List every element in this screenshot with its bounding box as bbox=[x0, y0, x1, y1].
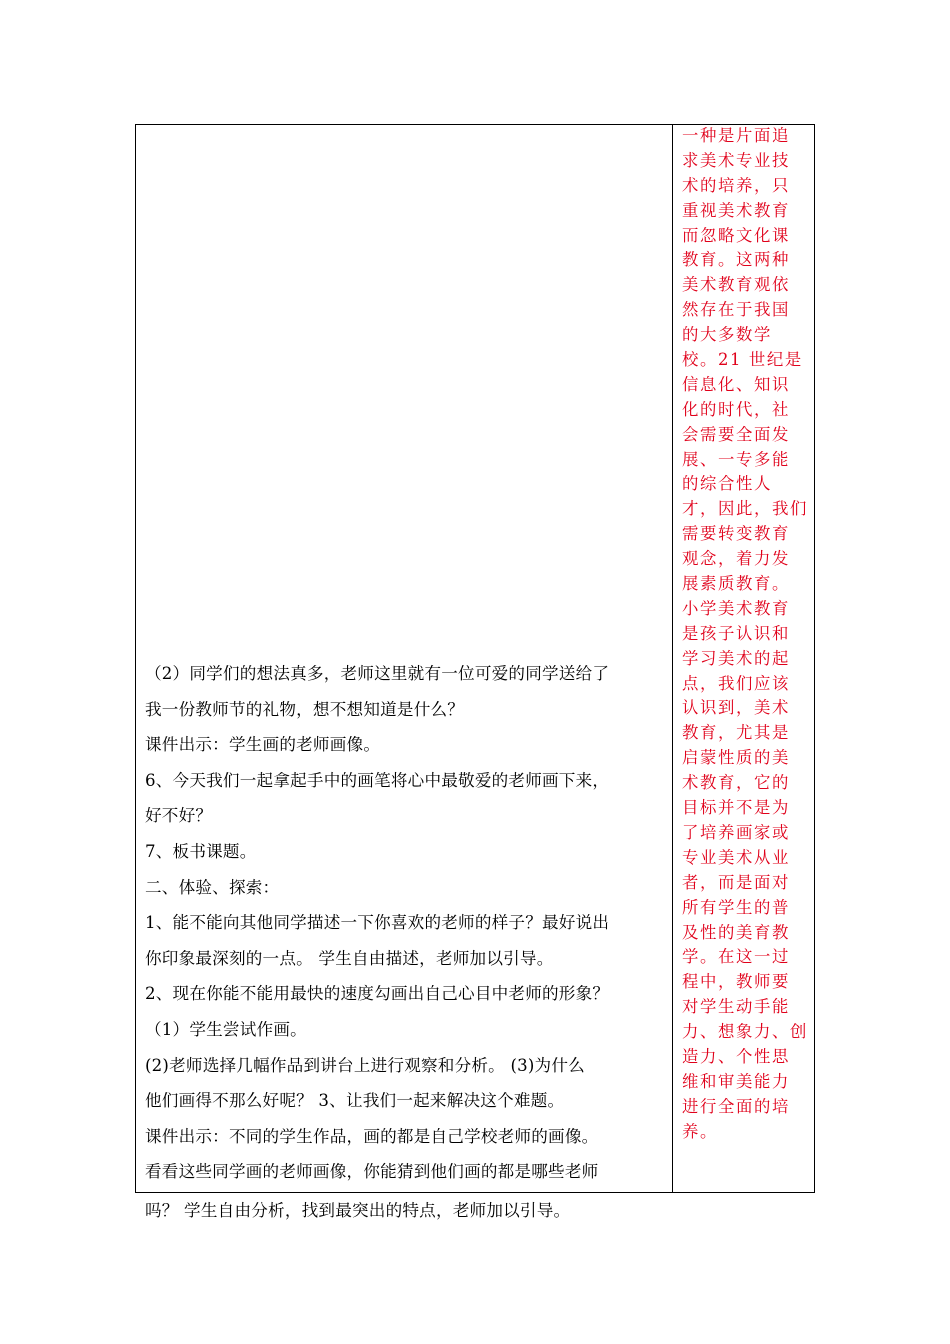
commentary-line: 认识到，美术 bbox=[682, 698, 790, 718]
commentary-line: 学习美术的起 bbox=[682, 648, 790, 668]
text-line: 1、能不能向其他同学描述一下你喜欢的老师的样子？最好说出 bbox=[145, 913, 610, 933]
commentary-line: 需要转变教育 bbox=[682, 524, 790, 544]
commentary-line: 会需要全面发 bbox=[682, 424, 790, 444]
commentary-line: 展素质教育。 bbox=[682, 574, 790, 594]
commentary-line: 教育。这两种 bbox=[682, 250, 790, 270]
commentary-line: 进行全面的培 bbox=[682, 1096, 790, 1116]
commentary-line: 专业美术从业 bbox=[682, 847, 790, 867]
teaching-process-text bbox=[145, 656, 675, 1190]
text-line: 你印象最深刻的一点。 学生自由描述，老师加以引导。 bbox=[145, 948, 554, 968]
commentary-line: 造力、个性思 bbox=[682, 1046, 790, 1066]
commentary-line: 程中，教师要 bbox=[682, 972, 790, 992]
text-line: 看看这些同学画的老师画像，你能猜到他们画的都是哪些老师 bbox=[145, 1162, 599, 1182]
commentary-line: 才，因此，我们 bbox=[682, 499, 808, 519]
text-line: 7、板书课题。 bbox=[145, 841, 257, 861]
commentary-line: 了培养画家或 bbox=[682, 822, 790, 842]
text-line: 我一份教师节的礼物，想不想知道是什么？ bbox=[145, 699, 465, 719]
commentary-line: 校。21 世纪是 bbox=[682, 350, 803, 370]
text-line: （2）同学们的想法真多，老师这里就有一位可爱的同学送给了 bbox=[145, 664, 610, 683]
commentary-line: 小学美术教育 bbox=[682, 598, 790, 618]
commentary-line: 术的培养，只 bbox=[682, 175, 790, 195]
commentary-text bbox=[682, 124, 812, 1145]
text-line: (2)老师选择几幅作品到讲台上进行观察和分析。 (3)为什么 bbox=[145, 1055, 585, 1075]
commentary-line: 是孩子认识和 bbox=[682, 623, 790, 643]
commentary-line: 目标并不是为 bbox=[682, 798, 790, 818]
commentary-line: 及性的美育教 bbox=[682, 922, 790, 942]
commentary-line: 重视美术教育 bbox=[682, 200, 790, 220]
commentary-line: 信息化、知识 bbox=[682, 374, 790, 394]
text-line: 课件出示：学生画的老师画像。 bbox=[145, 735, 381, 755]
commentary-line: 养。 bbox=[682, 1121, 718, 1141]
text-line: 他们画得不那么好呢？ 3、让我们一起来解决这个难题。 bbox=[145, 1091, 565, 1111]
commentary-line: 者，而是面对 bbox=[682, 872, 790, 892]
commentary-line: 然存在于我国 bbox=[682, 300, 790, 320]
text-line: 课件出示：不同的学生作品，画的都是自己学校老师的画像。 bbox=[145, 1126, 599, 1146]
text-line: 好不好？ bbox=[145, 806, 213, 826]
commentary-line: 而忽略文化课 bbox=[682, 225, 790, 245]
commentary-line: 对学生动手能 bbox=[682, 997, 790, 1017]
commentary-line: 观念，着力发 bbox=[682, 549, 790, 569]
commentary-line: 维和审美能力 bbox=[682, 1071, 790, 1091]
commentary-line: 化的时代，社 bbox=[682, 399, 790, 419]
commentary-line: 所有学生的普 bbox=[682, 897, 790, 917]
commentary-line: 一种是片面追 bbox=[682, 126, 790, 145]
commentary-line: 求美术专业技 bbox=[682, 150, 790, 170]
commentary-line: 点，我们应该 bbox=[682, 673, 790, 693]
commentary-line: 的综合性人 bbox=[682, 474, 772, 494]
commentary-line: 教育，尤其是 bbox=[682, 723, 790, 743]
text-line: 2、现在你能不能用最快的速度勾画出自己心目中老师的形象？ bbox=[145, 984, 610, 1004]
commentary-line: 学。在这一过 bbox=[682, 947, 790, 967]
commentary-line: 美术教育观依 bbox=[682, 275, 790, 295]
text-line: （1）学生尝试作画。 bbox=[145, 1019, 307, 1039]
text-line: 二、体验、探索： bbox=[145, 877, 280, 897]
text-line: 6、今天我们一起拿起手中的画笔将心中最敬爱的老师画下来， bbox=[145, 770, 610, 790]
commentary-line: 力、想象力、创 bbox=[682, 1022, 808, 1042]
commentary-line: 启蒙性质的美 bbox=[682, 748, 790, 768]
commentary-line: 的大多数学 bbox=[682, 325, 772, 345]
commentary-line: 术教育，它的 bbox=[682, 773, 790, 793]
continuation-text-line: 吗？ 学生自由分析，找到最突出的特点，老师加以引导。 bbox=[145, 1201, 571, 1220]
commentary-line: 展、一专多能 bbox=[682, 449, 790, 469]
